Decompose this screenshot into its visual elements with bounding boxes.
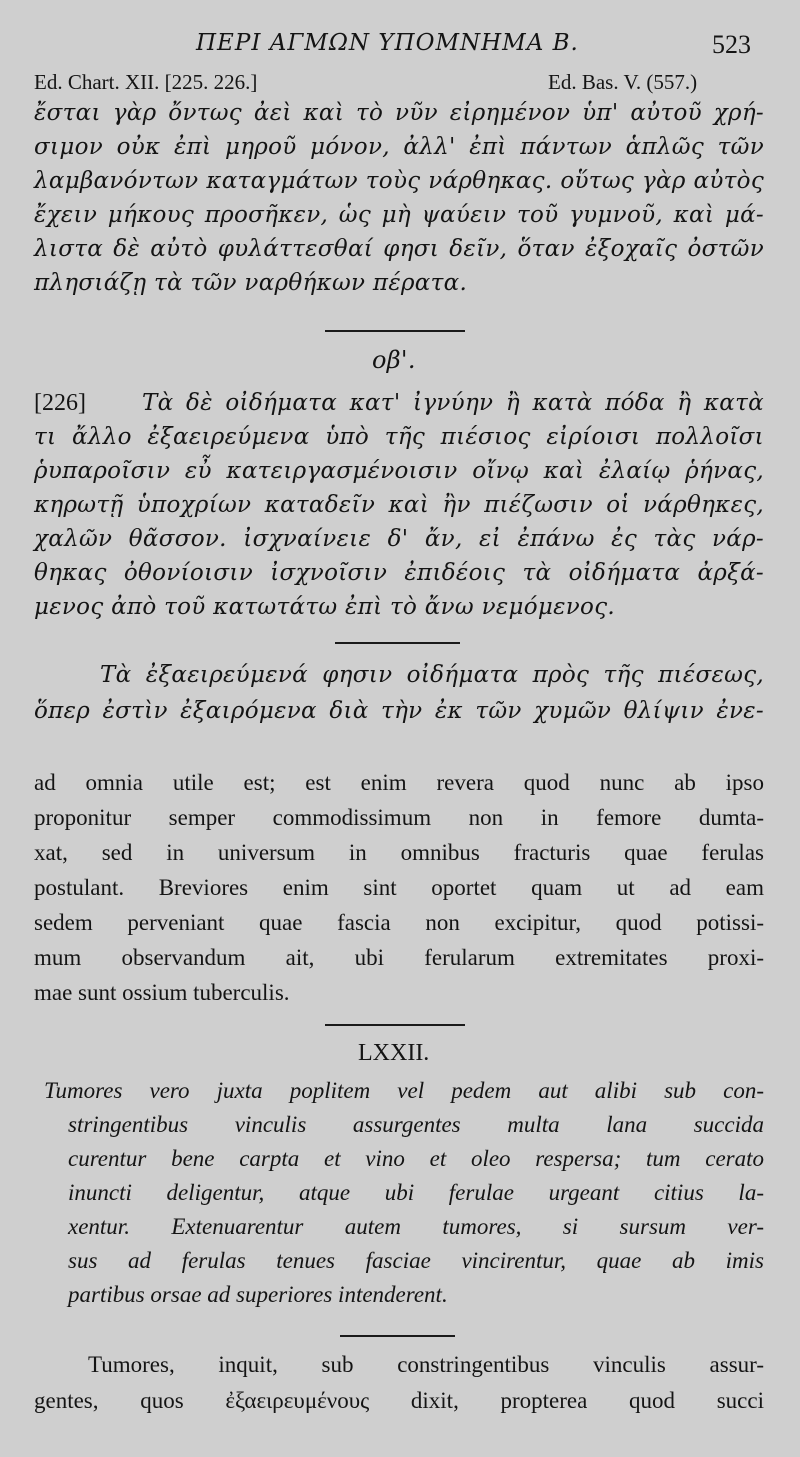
page-marker: [226] (34, 390, 86, 416)
text-line: κηρωτῇ ὑποχρίων καταδεῖν καὶ ἢν πιέζωσιν οἱ νάρθηκες, (34, 492, 764, 518)
text-line: θηκας ὀθονίοισιν ἰσχνοῖσιν ἐπιδέοις τὰ οἰδήματα ἀρξά- (34, 560, 764, 586)
text-line: sus ad ferulas tenues fasciae vincirentur, quae ab imis (68, 1248, 764, 1273)
latin-translation-paragraph (34, 1078, 764, 1318)
text-line: μενος ἀπὸ τοῦ κατωτάτω ἐπὶ τὸ ἄνω νεμόμενος. (34, 594, 616, 620)
section-number-latin: LXXII. (358, 1040, 430, 1066)
text-line: ἔσται γὰρ ὄντως ἀεὶ καὶ τὸ νῦν εἰρημένον ὑπ' αὐτοῦ χρή- (34, 100, 764, 126)
text-line: ἔχειν μήκους προσῆκεν, ὡς μὴ ψαύειν τοῦ γυμνοῦ, καὶ μά- (34, 202, 764, 228)
text-line: xentur. Extenuarentur autem tumores, si sursum ver- (68, 1214, 764, 1239)
text-line: proponitur semper commodissimum non in femore dumta- (34, 805, 764, 830)
edition-basel-reference: Ed. Bas. V. (557.) (548, 70, 698, 94)
text-line: τι ἄλλο ἐξαειρεύμενα ὑπὸ τῆς πιέσιος εἰρίοισι πολλοῖσι (34, 424, 764, 450)
greek-commentary-paragraph (34, 100, 764, 320)
section-number-greek: οβ'. (372, 346, 416, 374)
text-line: postulant. Breviores enim sint oportet quam ut ad eam (34, 875, 764, 900)
text-line: ὅπερ ἐστὶν ἐξαιρόμενα διὰ τὴν ἐκ τῶν χυμῶν θλίψιν ἐνε- (34, 698, 764, 724)
text-line: gentes, quos ἐξαειρευμένους dixit, propterea quod succi (34, 1388, 764, 1413)
text-line: ῥυπαροῖσιν εὖ κατειργασμένοισιν οἴνῳ καὶ ἐλαίῳ ῥήνας, (34, 458, 764, 484)
text-line: Tumores, inquit, sub constringentibus vinculis assur- (88, 1352, 764, 1377)
greek-text-paragraph (34, 390, 764, 630)
greek-commentary-paragraph (34, 662, 764, 734)
text-line: σιμον οὐκ ἐπὶ μηροῦ μόνον, ἀλλ' ἐπὶ πάντων ἁπλῶς τῶν (34, 134, 764, 160)
running-title: ΠΕΡΙ ΑΓΜΩΝ ΥΠΟΜΝΗΜΑ Β. (196, 30, 579, 56)
section-divider (325, 330, 465, 332)
latin-commentary-paragraph (34, 770, 764, 1020)
text-line: Tumores vero juxta poplitem vel pedem aut alibi sub con- (44, 1078, 764, 1103)
text-line: χαλῶν θᾶσσον. ἰσχναίνειε δ' ἄν, εἰ ἐπάνω ἐς τὰς νάρ- (34, 526, 764, 552)
text-line: mum observandum ait, ubi ferularum extremitates proxi- (34, 945, 764, 970)
page-number: 523 (712, 30, 751, 59)
text-line: Τὰ δὲ οἰδήματα κατ' ἰγνύην ἢ κατὰ πόδα ἢ κατὰ (142, 390, 764, 416)
text-line: λαμβανόντων καταγμάτων τοὺς νάρθηκας. οὕτως γὰρ αὐτὸς (34, 168, 764, 194)
text-line: mae sunt ossium tuberculis. (34, 980, 290, 1005)
paragraph-divider (340, 1335, 455, 1337)
text-line: λιστα δὲ αὐτὸ φυλάττεσθαί φησι δεῖν, ὅταν ἐξοχαῖς ὀστῶν (34, 236, 764, 262)
text-line: inuncti deligentur, atque ubi ferulae urgeant citius la- (68, 1180, 764, 1205)
text-line: πλησιάζῃ τὰ τῶν ναρθήκων πέρατα. (34, 270, 468, 296)
latin-commentary-paragraph (34, 1352, 764, 1432)
section-divider (325, 1024, 465, 1026)
text-line: curentur bene carpta et vino et oleo respersa; tum cerato (68, 1146, 764, 1171)
text-line: xat, sed in universum in omnibus fracturis quae ferulas (34, 840, 764, 865)
edition-chart-reference: Ed. Chart. XII. [225. 226.] (34, 70, 258, 94)
text-line: sedem perveniant quae fascia non excipitur, quod potissi- (34, 910, 764, 935)
paragraph-divider (335, 642, 460, 644)
text-line: stringentibus vinculis assurgentes multa lana succida (68, 1112, 764, 1137)
text-line: Τὰ ἐξαειρεύμενά φησιν οἰδήματα πρὸς τῆς πιέσεως, (100, 662, 764, 688)
text-line: ad omnia utile est; est enim revera quod nunc ab ipso (34, 770, 764, 795)
text-line: partibus orsae ad superiores intenderent. (68, 1282, 448, 1307)
